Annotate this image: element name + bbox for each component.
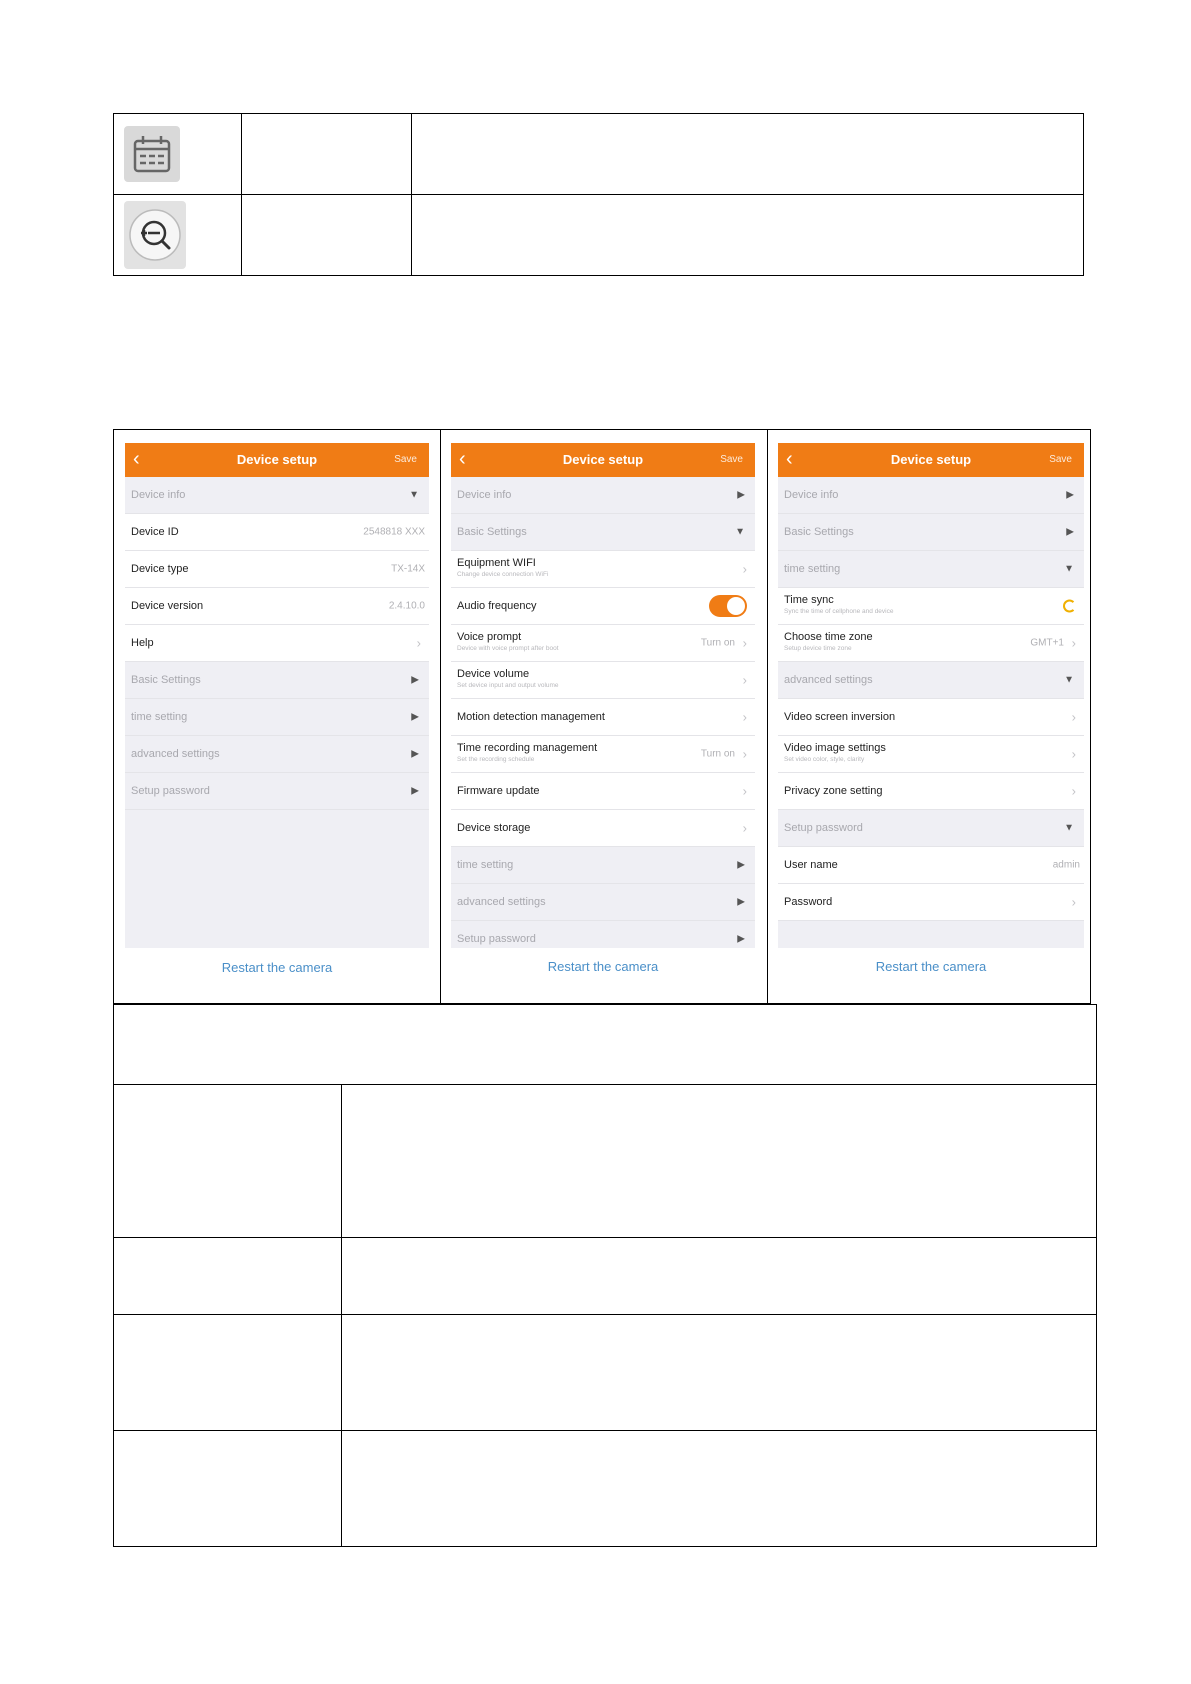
caret-right-icon: ▶ bbox=[1066, 489, 1074, 501]
settings-row[interactable] bbox=[778, 736, 1084, 773]
icon-table-row bbox=[114, 114, 1084, 195]
caret-down-icon: ▼ bbox=[1064, 674, 1074, 686]
settings-row[interactable] bbox=[451, 810, 755, 847]
row-label: Device storage bbox=[457, 822, 531, 834]
row-sublabel: Sync the time of cellphone and device bbox=[784, 608, 894, 615]
screen-title: Device setup bbox=[562, 452, 644, 467]
caret-down-icon: ▼ bbox=[1064, 822, 1074, 834]
row-label: Privacy zone setting bbox=[784, 785, 883, 797]
settings-row[interactable] bbox=[451, 736, 755, 773]
divider bbox=[767, 429, 768, 1004]
settings-row[interactable] bbox=[125, 551, 429, 588]
settings-row[interactable] bbox=[451, 699, 755, 736]
row-label: Help bbox=[131, 637, 154, 649]
row-label: Firmware update bbox=[457, 785, 540, 797]
settings-section-header[interactable] bbox=[125, 699, 429, 736]
device-setup-screen bbox=[125, 443, 429, 948]
caret-down-icon: ▼ bbox=[735, 526, 745, 538]
icon-name-cell bbox=[242, 114, 412, 195]
row-label: Video screen inversion bbox=[784, 711, 896, 723]
caret-right-icon: ▶ bbox=[1066, 526, 1074, 538]
settings-section-header[interactable] bbox=[778, 662, 1084, 699]
row-label: Device version bbox=[131, 600, 204, 612]
settings-section-header[interactable] bbox=[451, 921, 755, 948]
caret-right-icon: ▶ bbox=[737, 896, 745, 908]
row-label: Basic Settings bbox=[457, 526, 527, 538]
row-label: Setup password bbox=[457, 933, 536, 945]
icon-table-row bbox=[114, 195, 1084, 276]
row-label: advanced settings bbox=[784, 674, 873, 686]
zoom-out-icon bbox=[124, 201, 186, 269]
row-label: time setting bbox=[784, 563, 841, 575]
settings-row[interactable] bbox=[778, 588, 1084, 625]
settings-list bbox=[451, 477, 755, 948]
chevron-right-icon: › bbox=[742, 672, 747, 688]
settings-section-header[interactable] bbox=[778, 514, 1084, 551]
icon-table bbox=[113, 113, 1084, 276]
chevron-right-icon: › bbox=[742, 783, 747, 799]
chevron-right-icon: › bbox=[742, 746, 747, 762]
screen-title: Device setup bbox=[236, 452, 318, 467]
save-button[interactable]: Save bbox=[720, 454, 743, 465]
row-value: admin bbox=[1052, 859, 1080, 871]
settings-section-header[interactable] bbox=[125, 773, 429, 810]
settings-list bbox=[125, 477, 429, 810]
row-sublabel: Set device input and output volume bbox=[457, 682, 559, 689]
chevron-right-icon: › bbox=[1071, 783, 1076, 799]
caret-down-icon: ▼ bbox=[409, 489, 419, 501]
row-label: Time recording management bbox=[457, 742, 598, 754]
row-label: Equipment WIFI bbox=[457, 557, 536, 569]
icon-description-cell bbox=[412, 195, 1084, 276]
row-label: Device info bbox=[457, 489, 512, 501]
settings-section-header[interactable] bbox=[778, 551, 1084, 588]
sync-icon[interactable] bbox=[1063, 600, 1076, 613]
row-label: User name bbox=[784, 859, 838, 871]
table-cell-description bbox=[342, 1085, 1096, 1236]
app-header bbox=[451, 443, 755, 477]
chevron-right-icon: › bbox=[1071, 709, 1076, 725]
settings-list bbox=[778, 477, 1084, 921]
restart-camera-link[interactable]: Restart the camera bbox=[875, 959, 987, 974]
icon-description-cell bbox=[412, 114, 1084, 195]
restart-camera-link[interactable]: Restart the camera bbox=[547, 959, 659, 974]
caret-right-icon: ▶ bbox=[737, 859, 745, 871]
toggle-knob bbox=[727, 597, 745, 615]
row-sublabel: Change device connection WiFi bbox=[457, 571, 549, 578]
row-label: Time sync bbox=[784, 594, 834, 606]
settings-row[interactable] bbox=[778, 625, 1084, 662]
settings-section-header[interactable] bbox=[125, 662, 429, 699]
settings-row[interactable] bbox=[778, 884, 1084, 921]
row-sublabel: Set video color, style, clarity bbox=[784, 756, 865, 763]
row-value: Turn on bbox=[700, 637, 735, 649]
table-cell-description bbox=[342, 1431, 1096, 1546]
row-label: time setting bbox=[457, 859, 514, 871]
row-label: time setting bbox=[131, 711, 188, 723]
caret-right-icon: ▶ bbox=[737, 933, 745, 945]
settings-section-header[interactable] bbox=[125, 736, 429, 773]
row-label: Setup password bbox=[131, 785, 210, 797]
row-label: Choose time zone bbox=[784, 631, 873, 643]
caret-right-icon: ▶ bbox=[411, 785, 419, 797]
divider bbox=[440, 429, 441, 1004]
chevron-right-icon: › bbox=[742, 820, 747, 836]
audio-frequency-toggle[interactable] bbox=[709, 595, 747, 617]
table-cell-description bbox=[342, 1238, 1096, 1313]
calendar-icon bbox=[124, 126, 180, 182]
icon-cell bbox=[114, 114, 242, 195]
settings-section-header[interactable] bbox=[778, 477, 1084, 514]
device-setup-screen bbox=[778, 443, 1084, 948]
table-cell-name bbox=[114, 1431, 340, 1546]
settings-section-header[interactable] bbox=[125, 477, 429, 514]
settings-row[interactable] bbox=[451, 662, 755, 699]
back-icon[interactable]: ‹ bbox=[786, 448, 793, 470]
row-label: Password bbox=[784, 896, 833, 908]
row-sublabel: Set the recording schedule bbox=[457, 756, 535, 763]
back-icon[interactable]: ‹ bbox=[459, 448, 466, 470]
caret-down-icon: ▼ bbox=[1064, 563, 1074, 575]
restart-camera-link[interactable]: Restart the camera bbox=[221, 960, 333, 975]
icon-cell bbox=[114, 195, 242, 276]
save-button[interactable]: Save bbox=[394, 454, 417, 465]
row-label: Motion detection management bbox=[457, 711, 605, 723]
table-cell-name bbox=[114, 1315, 340, 1429]
row-label: Device info bbox=[131, 489, 186, 501]
caret-right-icon: ▶ bbox=[737, 489, 745, 501]
row-label: Device volume bbox=[457, 668, 530, 680]
settings-row[interactable] bbox=[778, 847, 1084, 884]
caret-right-icon: ▶ bbox=[411, 711, 419, 723]
row-label: advanced settings bbox=[457, 896, 546, 908]
row-label: Setup password bbox=[784, 822, 863, 834]
row-label: Basic Settings bbox=[784, 526, 854, 538]
chevron-right-icon: › bbox=[742, 561, 747, 577]
table-cell-name bbox=[114, 1085, 340, 1236]
screen-title: Device setup bbox=[890, 452, 972, 467]
settings-section-header[interactable] bbox=[451, 477, 755, 514]
row-sublabel: Setup device time zone bbox=[784, 645, 852, 652]
settings-row[interactable] bbox=[125, 514, 429, 551]
table-cell-description bbox=[342, 1315, 1096, 1429]
settings-row[interactable] bbox=[451, 773, 755, 810]
chevron-right-icon: › bbox=[416, 635, 421, 651]
row-label: Basic Settings bbox=[131, 674, 201, 686]
settings-row[interactable] bbox=[778, 699, 1084, 736]
settings-row[interactable] bbox=[451, 551, 755, 588]
row-label: Device info bbox=[784, 489, 839, 501]
app-header bbox=[125, 443, 429, 477]
caret-right-icon: ▶ bbox=[411, 748, 419, 760]
settings-row[interactable] bbox=[451, 625, 755, 662]
table-cell-name bbox=[114, 1238, 340, 1313]
row-value: GMT+1 bbox=[1030, 637, 1064, 649]
chevron-right-icon: › bbox=[1071, 746, 1076, 762]
icon-name-cell bbox=[242, 195, 412, 276]
row-label: Device ID bbox=[131, 526, 179, 538]
row-label: Voice prompt bbox=[457, 631, 522, 643]
settings-section-header[interactable] bbox=[778, 810, 1084, 847]
settings-row[interactable] bbox=[778, 773, 1084, 810]
chevron-right-icon: › bbox=[1071, 635, 1076, 651]
settings-row[interactable] bbox=[125, 625, 429, 662]
caret-right-icon: ▶ bbox=[411, 674, 419, 686]
row-value: TX-14X bbox=[391, 563, 425, 575]
chevron-right-icon: › bbox=[742, 709, 747, 725]
table-caption bbox=[113, 1004, 1097, 1084]
settings-section-header[interactable] bbox=[451, 514, 755, 551]
settings-row[interactable] bbox=[451, 588, 755, 625]
row-label: Device type bbox=[131, 563, 189, 575]
settings-row[interactable] bbox=[125, 588, 429, 625]
row-label: advanced settings bbox=[131, 748, 220, 760]
row-sublabel: Device with voice prompt after boot bbox=[457, 645, 559, 652]
app-header bbox=[778, 443, 1084, 477]
save-button[interactable]: Save bbox=[1049, 454, 1072, 465]
settings-section-header[interactable] bbox=[451, 884, 755, 921]
row-value: Turn on bbox=[700, 748, 735, 760]
chevron-right-icon: › bbox=[1071, 894, 1076, 910]
chevron-right-icon: › bbox=[742, 635, 747, 651]
row-value: 2548818 XXX bbox=[363, 526, 425, 538]
back-icon[interactable]: ‹ bbox=[133, 448, 140, 470]
settings-section-header[interactable] bbox=[451, 847, 755, 884]
row-value: 2.4.10.0 bbox=[388, 600, 425, 612]
device-setup-screen bbox=[451, 443, 755, 948]
row-label: Video image settings bbox=[784, 742, 886, 754]
row-label: Audio frequency bbox=[457, 600, 537, 612]
